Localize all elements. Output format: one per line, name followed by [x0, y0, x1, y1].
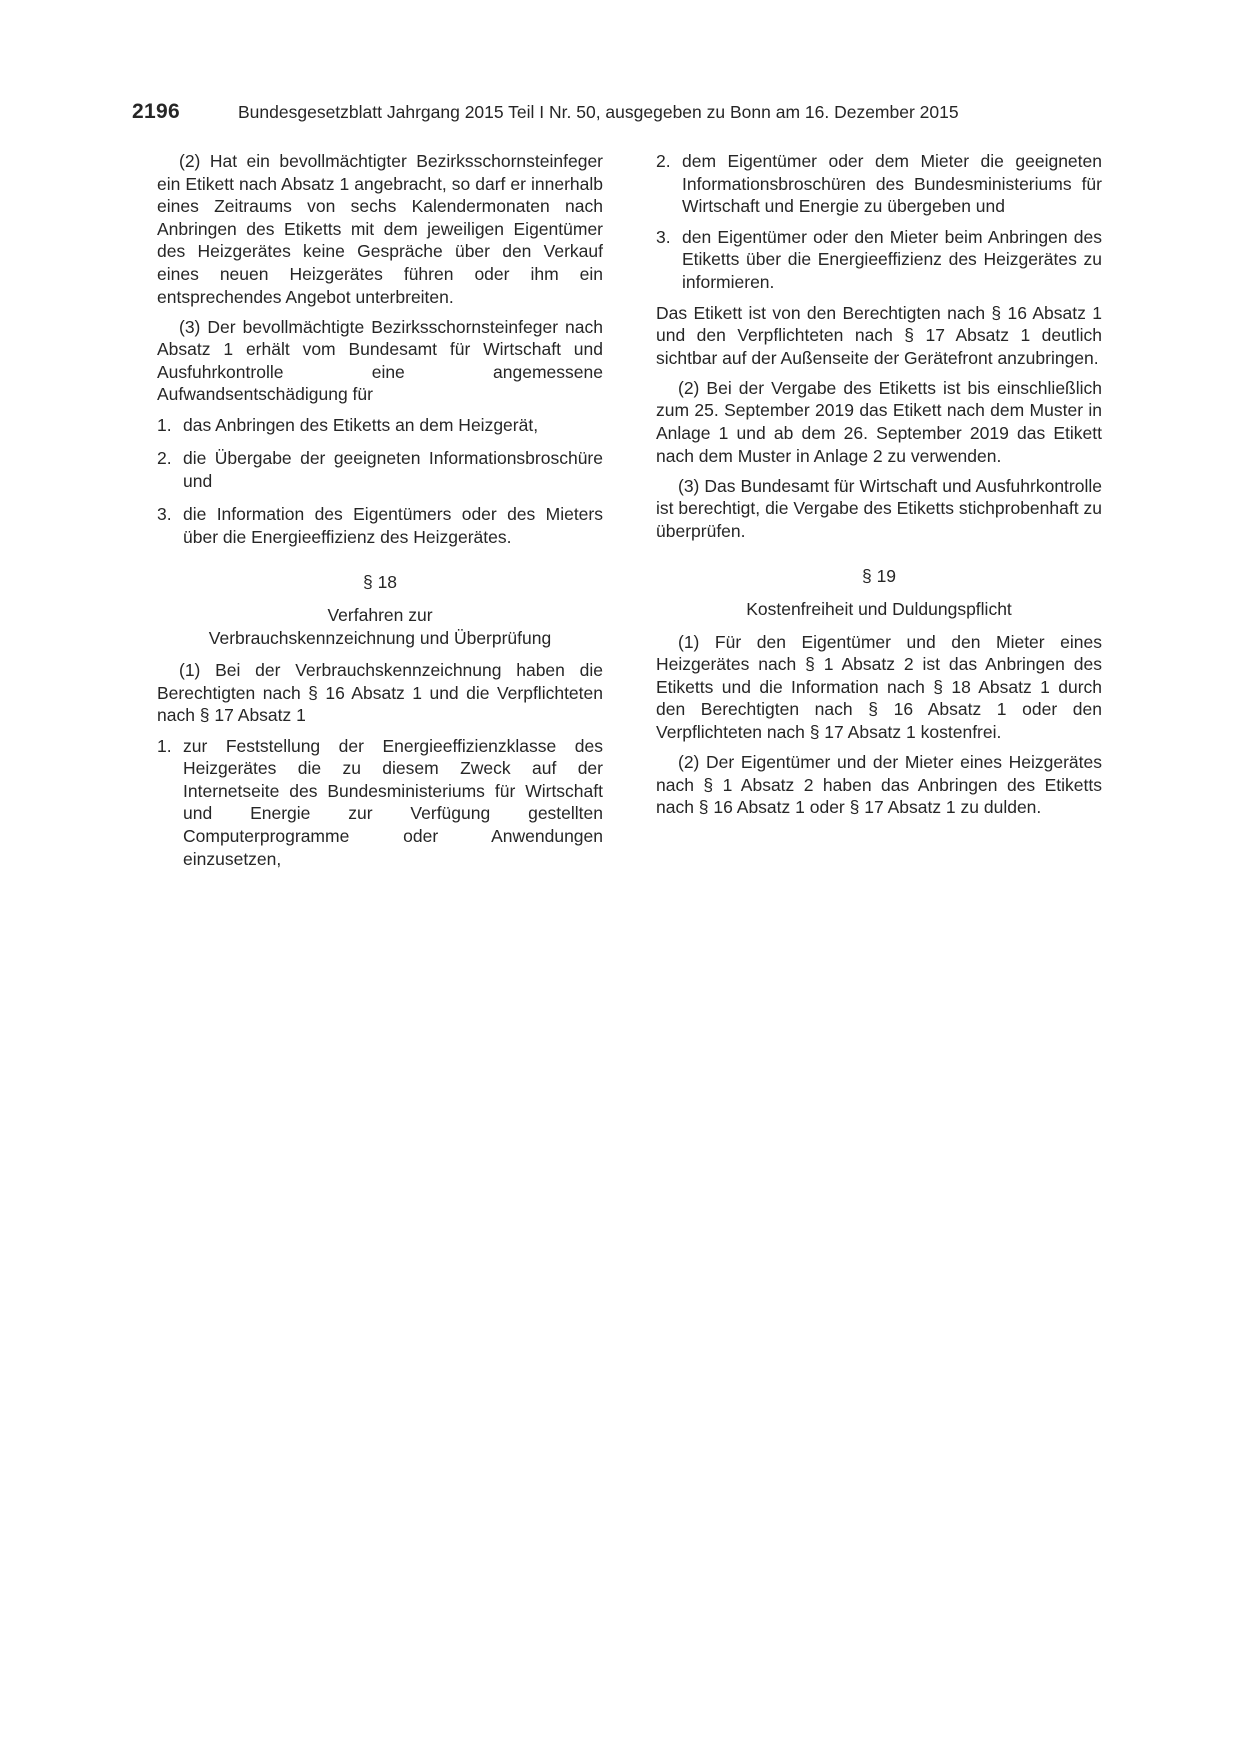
paragraph-19-1: (1) Für den Eigentümer und den Mieter eines Heizgerätes nach § 1 Absatz 2 ist das Anbringen des Etiketts und die Information nach § 18 Absatz 1 durch den Berechtigten nach § 16 Absatz 1 oder den Verpflichteten nach § 17 Absatz 1 kostenfrei. [656, 631, 1102, 743]
section-18-title [157, 604, 603, 649]
paragraph-18-2: (2) Bei der Vergabe des Etiketts ist bis einschließlich zum 25. September 2019 das Etikett nach dem Muster in Anlage 1 und ab dem 26. September 2019 das Etikett nach dem Muster in Anlage 2 zu verwenden. [656, 377, 1102, 466]
list-item-number: 3. [157, 504, 172, 525]
list-item-text: dem Eigentümer oder dem Mieter die geeigneten Informationsbroschüren des Bundesministeriums für Wirtschaft und Energie zu übergeben und [682, 151, 1102, 217]
section-19-number: § 19 [861, 565, 897, 586]
paragraph-19-2: (2) Der Eigentümer und der Mieter eines Heizgerätes nach § 1 Absatz 2 haben das Anbringen des Etiketts nach § 16 Absatz 1 oder § 17 Absatz 1 zu dulden. [656, 752, 1102, 818]
list-item [656, 226, 1102, 294]
right-column [656, 150, 1102, 826]
list-item [656, 150, 1102, 218]
list-item [157, 447, 603, 492]
left-column [157, 150, 603, 881]
list-item-text: den Eigentümer oder den Mieter beim Anbringen des Etiketts über die Energieeffizienz des Heizgerätes zu informieren. [682, 226, 1102, 292]
list-item [157, 503, 603, 548]
list-item-number: 1. [157, 735, 172, 756]
list-item [157, 414, 603, 437]
paragraph-17-3: (3) Der bevollmächtigte Bezirksschornsteinfeger nach Absatz 1 erhält vom Bundesamt für Wirtschaft und Ausfuhrkontrolle eine angemessene Aufwandsentschädigung für [157, 316, 603, 405]
paragraph-17-2: (2) Hat ein bevollmächtigter Bezirksschornsteinfeger ein Etikett nach Absatz 1 angebracht, so darf er innerhalb eines Zeitraums von sechs Kalendermonaten nach Anbringen des Etiketts mit dem jeweiligen Eigentümer des Heizgerätes keine Gespräche über den Verkauf eines neuen Heizgerätes führen oder ihm ein entsprechendes Angebot unterbreiten. [157, 151, 603, 307]
section-18-number: § 18 [362, 571, 398, 592]
page-header [132, 100, 1112, 130]
section-18-title-line-2: Verbrauchskennzeichnung und Überprüfung [208, 627, 552, 648]
page-number: 2196 [132, 100, 180, 123]
closing-sentence: Das Etikett ist von den Berechtigten nach § 16 Absatz 1 und den Verpflichteten nach § 17 Absatz 1 deutlich sichtbar auf der Außenseite der Gerätefront anzubringen. [656, 302, 1102, 368]
section-19-title: Kostenfreiheit und Duldungspflicht [746, 599, 1012, 620]
section-18-title-line-1: Verfahren zur [327, 605, 433, 626]
list-item-number: 2. [656, 151, 671, 171]
list-item-number: 3. [656, 226, 671, 247]
list-item-text: die Information des Eigentümers oder des Mieters über die Energieeffizienz des Heizgerätes. [183, 504, 603, 547]
running-title: Bundesgesetzblatt Jahrgang 2015 Teil I Nr. 50, ausgegeben zu Bonn am 16. Dezember 2015 [238, 102, 959, 122]
list-item-text: die Übergabe der geeigneten Informationsbroschüre und [183, 448, 603, 491]
list-item-number: 2. [157, 448, 172, 469]
list-item-text: das Anbringen des Etiketts an dem Heizgerät, [183, 414, 539, 435]
paragraph-18-1: (1) Bei der Verbrauchskennzeichnung haben die Berechtigten nach § 16 Absatz 1 und die Verpflichteten nach § 17 Absatz 1 [157, 660, 603, 726]
list-item-number: 1. [157, 414, 172, 435]
list-item [157, 735, 603, 871]
list-item-text: zur Feststellung der Energieeffizienzklasse des Heizgerätes die zu diesem Zweck auf der Internetseite des Bundesministeriums für Wirtschaft und Energie zur Verfügung gestellten Computerprogramme oder Anwendungen einzusetzen, [183, 735, 603, 869]
paragraph-18-3: (3) Das Bundesamt für Wirtschaft und Ausfuhrkontrolle ist berechtigt, die Vergabe des Etiketts stichprobenhaft zu überprüfen. [656, 475, 1102, 541]
